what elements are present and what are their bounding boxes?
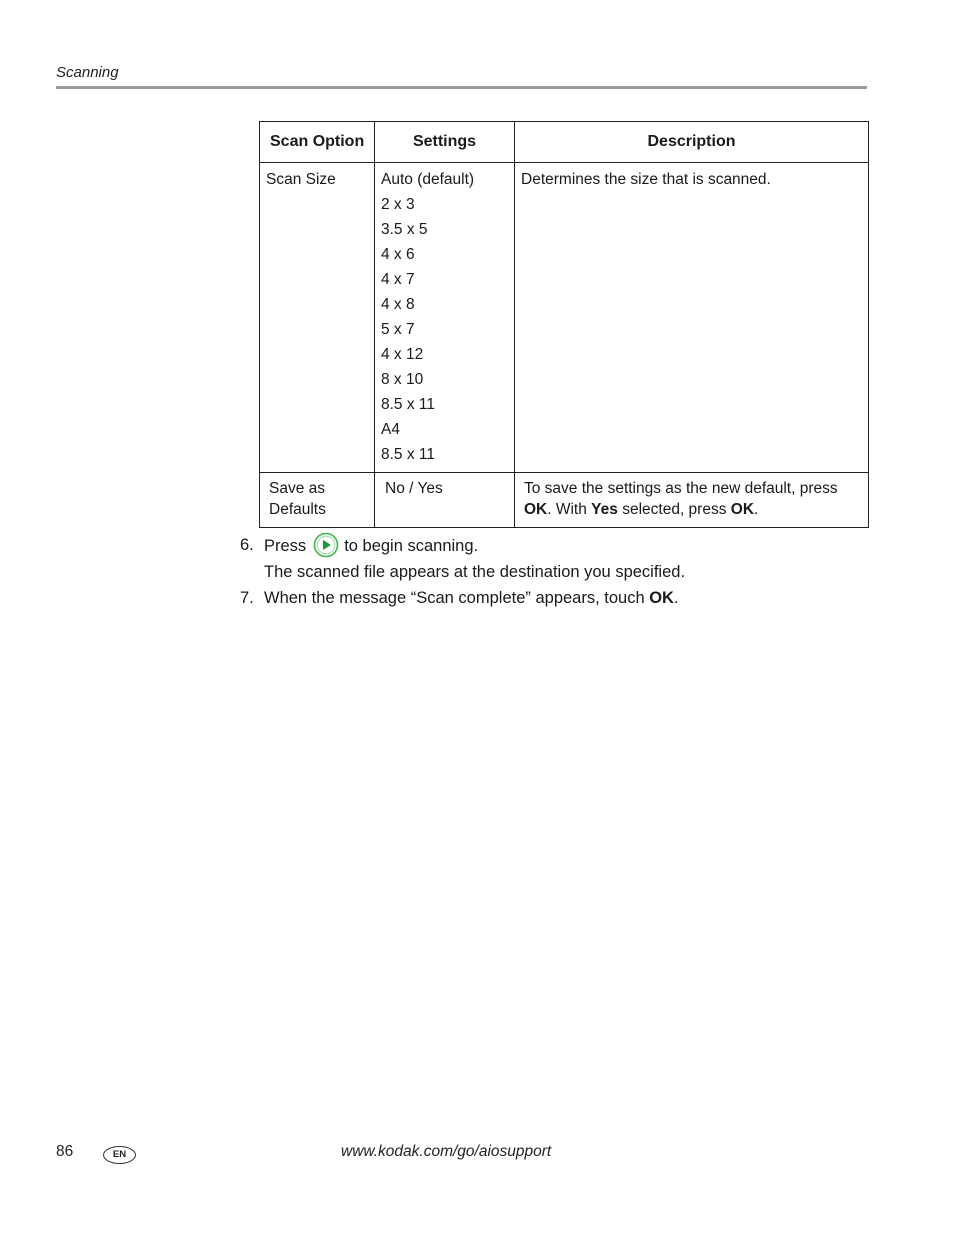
list-item: 8 x 10 — [381, 371, 424, 388]
desc-bold-ok: OK — [730, 501, 755, 518]
cell-settings — [375, 473, 515, 528]
steps-list — [240, 532, 880, 611]
list-item: 8.5 x 11 — [381, 396, 436, 413]
option-text: Scan Size — [266, 171, 336, 188]
step-text: to begin scanning. — [344, 537, 479, 555]
list-item: Auto (default) — [381, 171, 475, 188]
list-item: 4 x 12 — [381, 346, 424, 363]
cell-description — [515, 473, 869, 528]
cell-option — [260, 473, 375, 528]
desc-bold-ok: OK — [524, 501, 548, 518]
description-text: Determines the size that is scanned. — [521, 171, 771, 188]
step-7 — [240, 585, 880, 611]
cell-description — [515, 163, 869, 473]
step-result: The scanned file appears at the destination you specified. — [264, 563, 686, 581]
step-text: . — [673, 589, 679, 607]
desc-text: selected, press — [617, 501, 731, 518]
table-row — [260, 163, 869, 473]
settings-text: No / Yes — [385, 480, 443, 497]
language-badge: EN — [103, 1146, 136, 1164]
cell-option — [260, 163, 375, 473]
step-number: 7. — [240, 589, 254, 607]
option-line-1: Save as — [269, 480, 326, 497]
list-item: 4 x 7 — [381, 271, 415, 288]
header-rule — [56, 86, 867, 89]
col-header-scan-option: Scan Option — [260, 122, 375, 163]
step-text: Press — [264, 537, 307, 555]
option-line-2: Defaults — [269, 501, 326, 518]
col-header-description: Description — [515, 122, 869, 163]
step-bold-ok: OK — [649, 589, 674, 607]
col-header-settings: Settings — [375, 122, 515, 163]
description-text — [516, 474, 867, 526]
play-icon — [313, 532, 339, 558]
list-item: 4 x 8 — [381, 296, 415, 313]
footer-url: www.kodak.com/go/aiosupport — [341, 1143, 552, 1160]
desc-text: To save the settings as the new default, press — [524, 480, 838, 497]
cell-settings — [375, 163, 515, 473]
list-item: A4 — [381, 421, 400, 438]
list-item: 5 x 7 — [381, 321, 415, 338]
list-item: 2 x 3 — [381, 196, 415, 213]
step-text: When the message “Scan complete” appears, touch — [264, 589, 650, 607]
running-head: Scanning — [56, 64, 119, 81]
desc-text: . With — [547, 501, 592, 518]
step-number: 6. — [240, 536, 254, 554]
scan-options-table — [259, 121, 869, 528]
desc-bold-yes: Yes — [591, 501, 618, 518]
list-item: 8.5 x 11 — [381, 446, 436, 463]
table-header-row — [260, 122, 869, 163]
list-item: 4 x 6 — [381, 246, 415, 263]
table-row — [260, 473, 869, 528]
desc-text: . — [754, 501, 759, 518]
size-list — [381, 167, 505, 467]
step-6 — [240, 532, 880, 585]
list-item: 3.5 x 5 — [381, 221, 428, 238]
page-number: 86 — [56, 1143, 74, 1160]
